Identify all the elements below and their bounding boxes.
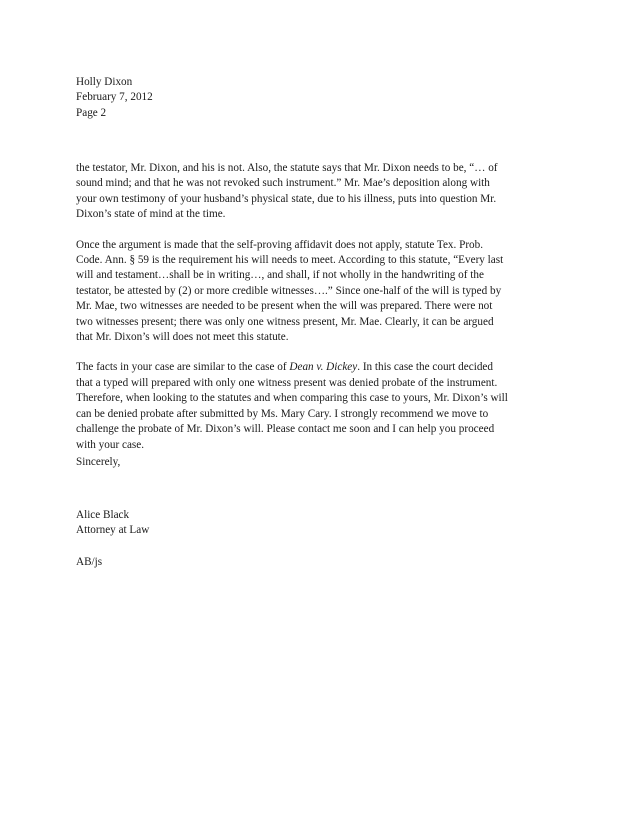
reference-initials xyxy=(76,555,566,570)
body-line: sound mind; and that he was not revoked such instrument.” Mr. Mae’s deposition along with xyxy=(76,177,490,190)
body-line: with your case. xyxy=(76,438,145,451)
letter-date: February 7, 2012 xyxy=(76,91,153,104)
body-line: Therefore, when looking to the statutes and when comparing this case to yours, Mr. Dixon’s will xyxy=(76,392,508,405)
signer-title: Attorney at Law xyxy=(76,524,150,537)
body-text-segment: The facts in your case are similar to the case of xyxy=(76,361,290,374)
letter-body xyxy=(76,161,566,468)
body-line: that Mr. Dixon’s will does not meet this statute. xyxy=(76,331,289,344)
body-line: will and testament…shall be in writing…, and shall, if not wholly in the handwriting of the xyxy=(76,269,484,282)
initials-text: AB/js xyxy=(76,556,103,568)
body-line: testator, be attested by (2) or more credible witnesses….” Since one-half of the will is typed by xyxy=(76,284,502,297)
page-number: Page 2 xyxy=(76,106,107,119)
body-line: two witnesses present; there was only one witness present, Mr. Mae. Clearly, it can be argued xyxy=(76,315,494,328)
body-line: Dixon’s state of mind at the time. xyxy=(76,208,226,221)
body-line: challenge the probate of Mr. Dixon’s will. Please contact me soon and I can help you proceed xyxy=(76,423,495,436)
closing-salutation: Sincerely, xyxy=(76,456,121,468)
paragraph-1 xyxy=(76,161,566,223)
body-line: that a typed will prepared with only one witness present was denied probate of the instrument. xyxy=(76,376,498,389)
closing xyxy=(76,455,566,470)
letter-header xyxy=(76,75,566,121)
paragraph-3 xyxy=(76,360,566,452)
body-line: Code. Ann. § 59 is the requirement his will needs to meet. According to this statute, “Every last xyxy=(76,254,504,267)
signature-block xyxy=(76,508,566,539)
body-line: Mr. Mae, two witnesses are needed to be present when the will was prepared. There were not xyxy=(76,300,493,313)
paragraph-2 xyxy=(76,238,566,346)
recipient-name: Holly Dixon xyxy=(76,76,133,88)
body-line: your own testimony of your husband’s physical state, due to his illness, puts into question Mr. xyxy=(76,192,497,205)
body-line: can be denied probate after submitted by Ms. Mary Cary. I strongly recommend we move to xyxy=(76,407,489,420)
case-name: Dean v. Dickey xyxy=(289,361,358,374)
body-line: the testator, Mr. Dixon, and his is not. Also, the statute says that Mr. Dixon needs to be, “… of xyxy=(76,162,498,174)
signer-name: Alice Black xyxy=(76,509,130,521)
body-line: Once the argument is made that the self-proving affidavit does not apply, statute Tex. Prob. xyxy=(76,238,484,251)
body-line xyxy=(76,360,566,375)
body-text-segment: . In this case the court decided xyxy=(357,361,493,374)
